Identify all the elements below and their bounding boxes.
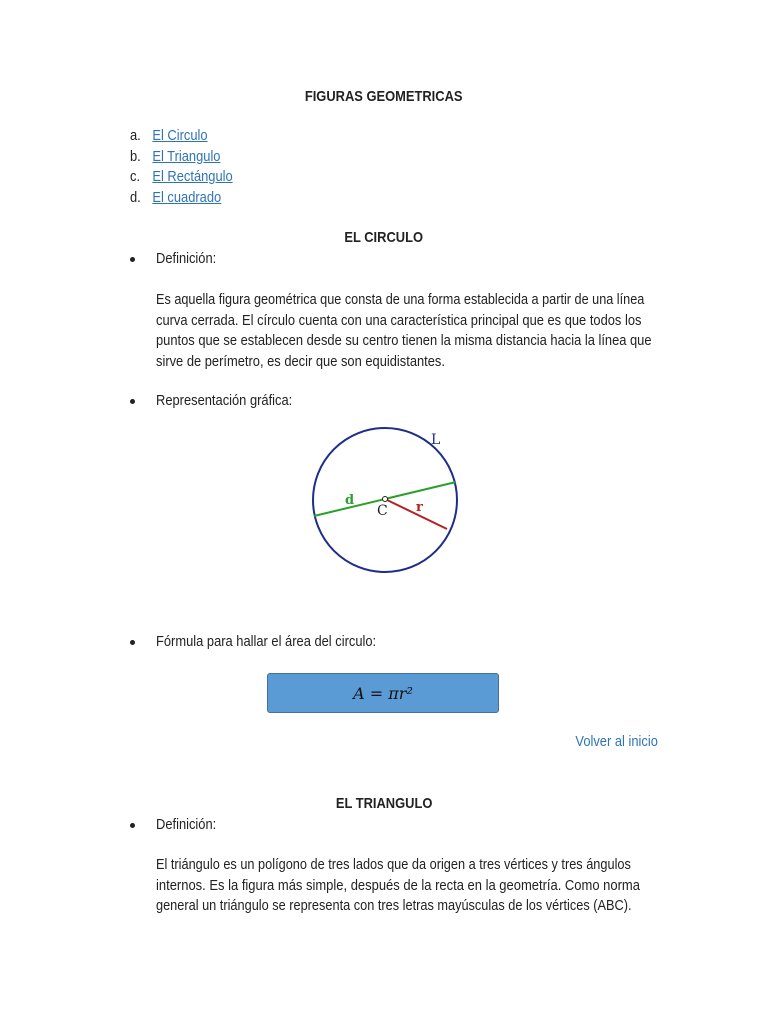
label-c: C <box>377 503 388 519</box>
area-formula: A = πr² <box>353 683 413 703</box>
paragraph-line: internos. Es la figura más simple, después de la recta en la geometría. Como norma <box>156 876 640 894</box>
bullet-icon <box>130 399 135 404</box>
toc-item <box>130 188 249 209</box>
bullet-label: Fórmula para hallar el área del circulo: <box>156 633 377 650</box>
toc-link-cuadrado[interactable]: El cuadrado <box>152 188 222 206</box>
toc-link-rectangulo[interactable]: El Rectángulo <box>152 168 233 185</box>
toc-marker: a. <box>130 127 141 144</box>
toc-item <box>130 147 249 168</box>
bullet-label: Definición: <box>156 250 217 267</box>
bullet-label: Representación gráfica: <box>156 392 293 409</box>
toc-link-triangulo[interactable]: El Triangulo <box>152 147 221 165</box>
paragraph-line: general un triángulo se representa con tres letras mayúsculas de los vértices (ABC). <box>156 897 632 914</box>
center-point <box>383 497 388 502</box>
paragraph-line: El triángulo es un polígono de tres lados que da origen a tres vértices y tres ángulos <box>156 856 631 873</box>
definition-paragraph-triangulo <box>156 855 658 917</box>
label-l: L <box>431 432 441 448</box>
table-of-contents <box>130 126 249 208</box>
bullet-icon <box>130 257 135 262</box>
paragraph-line: curva cerrada. El círculo cuenta con una característica principal que es que todos los <box>156 311 642 329</box>
label-d: d <box>345 493 355 508</box>
bullet-icon <box>130 640 135 645</box>
toc-item <box>130 126 249 147</box>
label-r: r <box>416 500 423 515</box>
section-heading-triangulo: EL TRIANGULO <box>335 795 433 812</box>
paragraph-line: sirve de perímetro, es decir que son equidistantes. <box>156 352 445 370</box>
bullet-label: Definición: <box>156 816 217 833</box>
document-title: FIGURAS GEOMETRICAS <box>305 88 463 105</box>
toc-marker: d. <box>130 188 141 206</box>
definition-paragraph-circulo <box>156 290 658 372</box>
toc-link-circulo[interactable]: El Circulo <box>152 127 208 144</box>
paragraph-line: puntos que se establecen desde su centro tienen la misma distancia hacia la línea que <box>156 332 652 349</box>
bullet-icon <box>130 823 135 828</box>
paragraph-line: Es aquella figura geométrica que consta de una forma establecida a partir de una línea <box>156 291 645 308</box>
toc-marker: c. <box>130 168 141 185</box>
toc-item <box>130 167 249 188</box>
back-to-top-link[interactable]: Volver al inicio <box>575 733 658 750</box>
circle-diagram <box>300 420 470 585</box>
area-formula-box <box>267 673 499 713</box>
toc-marker: b. <box>130 147 141 165</box>
section-heading-circulo: EL CIRCULO <box>344 229 424 246</box>
